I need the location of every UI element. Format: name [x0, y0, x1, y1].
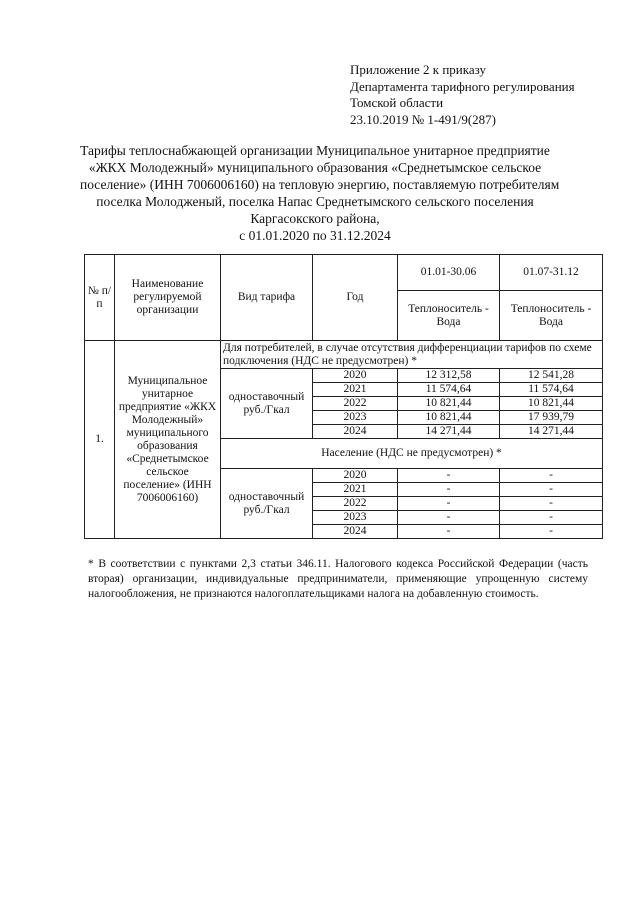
year-cell: 2024: [313, 425, 398, 439]
appendix-line: Департамента тарифного регулирования: [350, 78, 575, 94]
value-cell: -: [500, 497, 603, 511]
header-year: Год: [313, 255, 398, 341]
title-line: «ЖКХ Молодежный» муниципального образования «Среднетымское сельское: [88, 160, 542, 175]
organization-name: Муниципальное унитарное предприятие «ЖКХ Молодежный» муниципального образования «Среднетымское сельское поселение» (ИНН 7006006160): [115, 341, 221, 539]
year-cell: 2024: [313, 525, 398, 539]
value-cell: 10 821,44: [398, 397, 500, 411]
header-num: № п/п: [85, 255, 115, 341]
title-line: Тарифы теплоснабжающей организации Муниципальное унитарное предприятие: [80, 143, 550, 158]
appendix-date: 23.10.2019 № 1-491/9(287): [350, 111, 497, 127]
header-period-1: 01.01-30.06: [398, 255, 500, 291]
header-carrier-1: Теплоноситель - Вода: [398, 291, 500, 341]
title-line: с 01.01.2020 по 31.12.2024: [239, 228, 391, 243]
appendix-line: Приложение 2 к приказу: [350, 62, 487, 77]
header-org: Наименование регулируемой организации: [115, 255, 221, 341]
value-cell: -: [398, 511, 500, 525]
value-cell: 11 574,64: [398, 383, 500, 397]
title-line: Каргасокского района,: [250, 211, 380, 226]
value-cell: -: [398, 497, 500, 511]
value-cell: -: [500, 469, 603, 483]
header-tariff-type: Вид тарифа: [221, 255, 313, 341]
value-cell: -: [398, 469, 500, 483]
section-1-title: Для потребителей, в случае отсутствия дифференциации тарифов по схеме подключения (НДС не предусмотрен) *: [221, 341, 603, 369]
value-cell: 14 271,44: [500, 425, 603, 439]
value-cell: 12 312,58: [398, 369, 500, 383]
value-cell: -: [500, 525, 603, 539]
appendix-header: [350, 62, 575, 128]
year-cell: 2020: [313, 369, 398, 383]
section-2-title: Население (НДС не предусмотрен) *: [221, 439, 603, 469]
section-1-tariff-type: одноставочный руб./Гкал: [221, 369, 313, 439]
footnote: * В соответствии с пунктами 2,3 статьи 346.11. Налогового кодекса Российской Федерации (часть вторая) организации, индивидуальные предприниматели, применяющие упрощенную систему налогообложения, не признаются налогоплательщиками налога на добавленную стоимость.: [88, 558, 588, 600]
title-line: поселка Молодженый, поселка Напас Среднетымского сельского поселения: [96, 194, 534, 209]
year-cell: 2022: [313, 397, 398, 411]
value-cell: 12 541,28: [500, 369, 603, 383]
value-cell: 10 821,44: [500, 397, 603, 411]
year-cell: 2020: [313, 469, 398, 483]
value-cell: -: [500, 483, 603, 497]
value-cell: -: [500, 511, 603, 525]
value-cell: 10 821,44: [398, 411, 500, 425]
value-cell: 17 939,79: [500, 411, 603, 425]
tariff-table: [84, 254, 603, 539]
value-cell: -: [398, 483, 500, 497]
header-period-2: 01.07-31.12: [500, 255, 603, 291]
value-cell: -: [398, 525, 500, 539]
year-cell: 2021: [313, 483, 398, 497]
year-cell: 2023: [313, 411, 398, 425]
value-cell: 14 271,44: [398, 425, 500, 439]
year-cell: 2021: [313, 383, 398, 397]
value-cell: 11 574,64: [500, 383, 603, 397]
year-cell: 2022: [313, 497, 398, 511]
title-line: поселение» (ИНН 7006006160) на тепловую энергию, поставляемую потребителям: [80, 177, 560, 192]
year-cell: 2023: [313, 511, 398, 525]
document-title: [80, 142, 560, 244]
row-number: 1.: [85, 341, 115, 539]
section-2-tariff-type: одноставочный руб./Гкал: [221, 469, 313, 539]
header-carrier-2: Теплоноситель - Вода: [500, 291, 603, 341]
appendix-line: Томской области: [350, 95, 444, 110]
